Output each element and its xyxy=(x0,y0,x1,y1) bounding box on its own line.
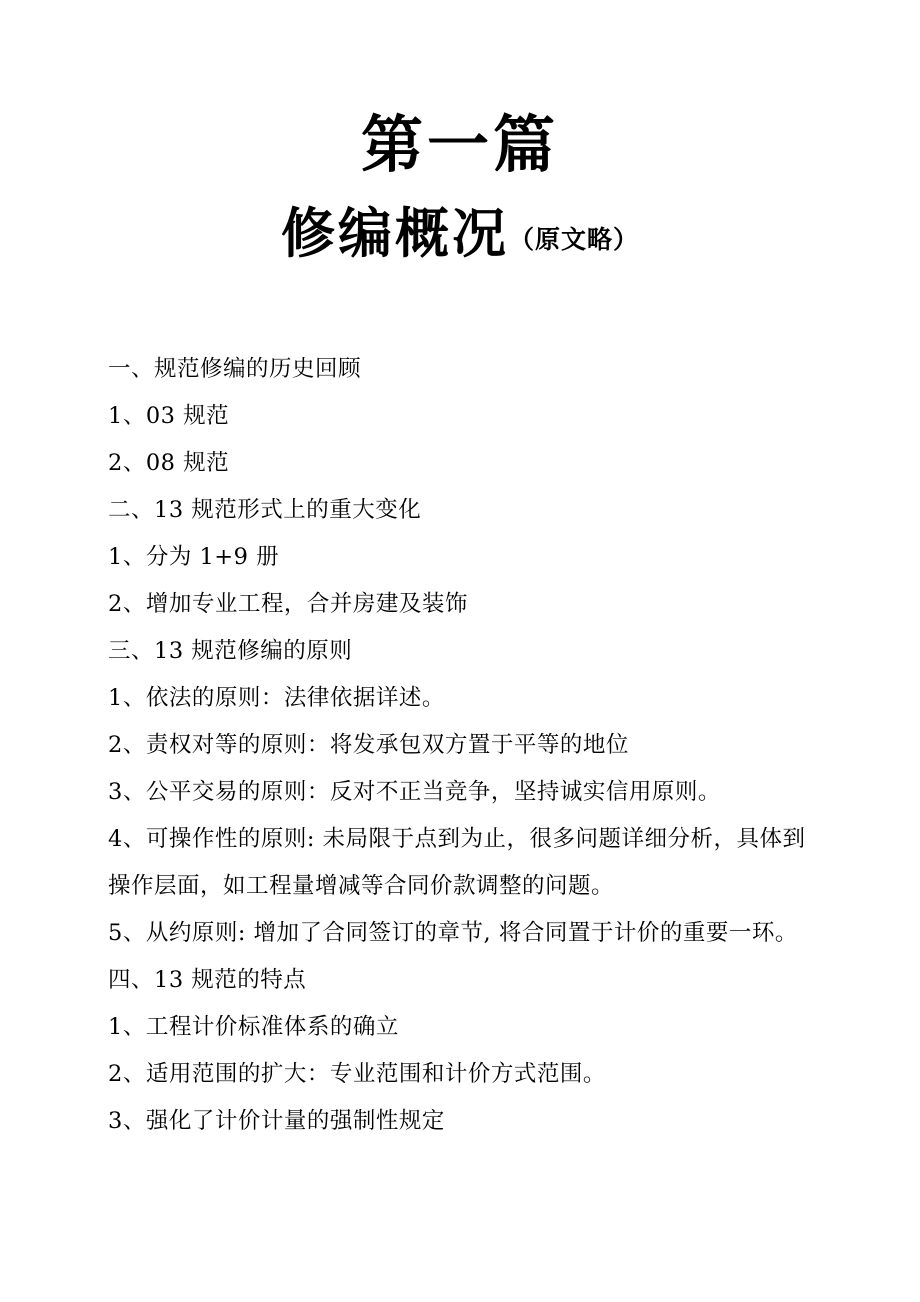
body-line: 1、03 规范 xyxy=(108,403,230,430)
body-line: 二、13 规范形式上的重大变化 xyxy=(108,497,422,524)
body-line: 4、可操作性的原则: 未局限于点到为止，很多问题详细分析，具体到操作层面，如工程量增减等合同价款调整的问题。 xyxy=(108,826,806,900)
document-title-block xyxy=(100,0,820,268)
body-line: 2、08 规范 xyxy=(108,450,230,477)
body-line: 2、适用范围的扩大：专业范围和计价方式范围。 xyxy=(108,1061,606,1088)
body-line: 三、13 规范修编的原则 xyxy=(108,638,353,665)
page-subtitle-note: （原文略） xyxy=(508,225,639,255)
body-line: 1、工程计价标准体系的确立 xyxy=(108,1014,399,1041)
page-subtitle: 修编概况 xyxy=(280,201,509,266)
body-line: 2、责权对等的原则：将发承包双方置于平等的地位 xyxy=(108,732,629,759)
body-line: 3、公平交易的原则：反对不正当竞争，坚持诚实信用原则。 xyxy=(108,779,721,806)
body-line: 四、13 规范的特点 xyxy=(108,967,307,994)
body-line: 1、依法的原则：法律依据详述。 xyxy=(108,685,445,712)
document-body xyxy=(100,346,820,1145)
body-line: 3、强化了计价计量的强制性规定 xyxy=(108,1108,445,1135)
document-subtitle-line xyxy=(100,191,820,268)
page-title: 第一篇 xyxy=(360,108,559,181)
body-line: 一、规范修编的历史回顾 xyxy=(108,356,362,383)
body-line: 1、分为 1+9 册 xyxy=(108,544,280,571)
body-line: 2、增加专业工程，合并房建及装饰 xyxy=(108,591,468,618)
body-line: 5、从约原则: 增加了合同签订的章节, 将合同置于计价的重要一环。 xyxy=(108,920,798,947)
